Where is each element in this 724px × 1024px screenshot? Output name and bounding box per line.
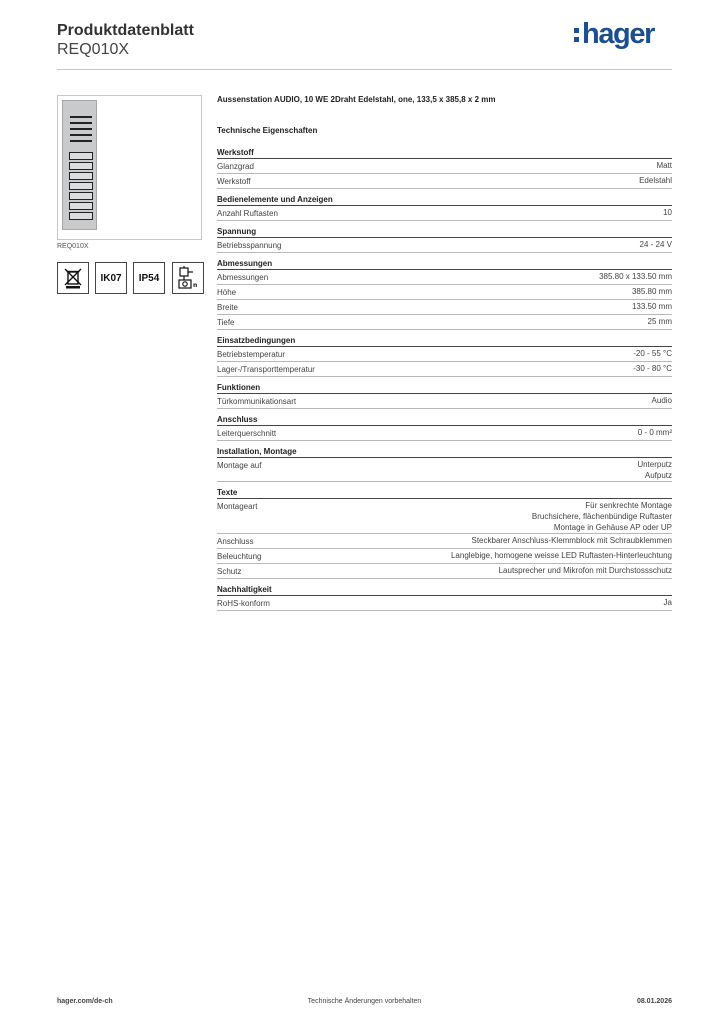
spec-value-line: Für senkrechte Montage — [585, 501, 672, 510]
spec-row — [217, 564, 672, 579]
product-image — [57, 95, 202, 240]
spec-value-line: Steckbarer Anschluss-Klemmblock mit Schraubklemmen — [471, 536, 672, 545]
section-title: Nachhaltigkeit — [217, 584, 672, 596]
ik07-badge: IK07 — [95, 262, 127, 294]
spec-row — [217, 206, 672, 221]
spec-value-line: Langlebige, homogene weisse LED Ruftasten-Hinterleuchtung — [450, 551, 672, 560]
spec-label: Leiterquerschnitt — [217, 429, 277, 438]
spec-label: Tiefe — [217, 318, 235, 327]
spec-row — [217, 426, 672, 441]
footer-notice: Technische Änderungen vorbehalten — [307, 998, 422, 1005]
spec-value — [638, 427, 672, 440]
spec-value — [637, 459, 672, 481]
spec-value-line: Montage in Gehäuse AP oder UP — [553, 523, 672, 532]
spec-label: Schutz — [217, 567, 242, 576]
spec-row — [217, 362, 672, 377]
spec-sections — [217, 147, 672, 611]
spec-value-line: 24 - 24 V — [639, 240, 672, 249]
spec-value-line: -20 - 55 °C — [633, 349, 672, 358]
section-title: Funktionen — [217, 382, 672, 394]
spec-row — [217, 159, 672, 174]
spec-value — [652, 395, 672, 408]
spec-value — [599, 271, 672, 284]
svg-text:n: n — [193, 282, 198, 289]
spec-section — [217, 487, 672, 579]
spec-value-line: Lautsprecher und Mikrofon mit Durchstossschutz — [498, 566, 672, 575]
spec-row — [217, 458, 672, 482]
spec-value-line: Matt — [656, 161, 672, 170]
section-title: Installation, Montage — [217, 446, 672, 458]
spec-value-line: Bruchsichere, flächenbündige Ruftaster — [531, 512, 672, 521]
spec-value — [451, 550, 672, 563]
footer-date: 08.01.2026 — [636, 998, 672, 1005]
section-title: Anschluss — [217, 414, 672, 426]
spec-label: Lager-/Transporttemperatur — [217, 365, 315, 374]
section-title: Werkstoff — [217, 147, 672, 159]
spec-value — [532, 500, 672, 533]
spec-value — [640, 239, 672, 252]
spec-row — [217, 549, 672, 564]
product-code: REQ010X — [57, 41, 130, 58]
spec-label: Glanzgrad — [217, 162, 254, 171]
spec-row — [217, 534, 672, 549]
ip54-badge: IP54 — [133, 262, 165, 294]
spec-label: Werkstoff — [217, 177, 251, 186]
spec-value — [633, 363, 672, 376]
spec-label: Abmessungen — [217, 273, 269, 282]
spec-value — [648, 316, 672, 329]
spec-value-line: Unterputz — [637, 460, 672, 469]
spec-value — [639, 175, 672, 188]
spec-label: Breite — [217, 303, 238, 312]
spec-section — [217, 335, 672, 377]
spec-value-line: Aufputz — [644, 471, 672, 480]
section-title: Bedienelemente und Anzeigen — [217, 194, 672, 206]
page-header — [57, 20, 672, 70]
spec-value-line: -30 - 80 °C — [633, 364, 672, 373]
spec-value-line: Audio — [651, 396, 672, 405]
spec-row — [217, 315, 672, 330]
spec-label: Türkommunikationsart — [217, 397, 297, 406]
spec-value-line: Edelstahl — [639, 176, 672, 185]
section-title: Abmessungen — [217, 258, 672, 270]
spec-label: RoHS-konform — [217, 599, 270, 608]
spec-row — [217, 174, 672, 189]
spec-label: Beleuchtung — [217, 552, 262, 561]
spec-value — [663, 207, 672, 220]
door-station-panel-image — [62, 100, 97, 230]
spec-label: Montage auf — [217, 461, 262, 470]
spec-label: Montageart — [217, 502, 258, 511]
document-title: Produktdatenblatt — [57, 22, 194, 39]
spec-section — [217, 584, 672, 611]
spec-value — [633, 348, 672, 361]
spec-row — [217, 270, 672, 285]
spec-value — [664, 597, 672, 610]
footer-website: hager.com/de-ch — [57, 998, 113, 1005]
image-caption: REQ010X — [57, 243, 89, 250]
section-title: Spannung — [217, 226, 672, 238]
spec-row — [217, 499, 672, 534]
spec-label: Anschluss — [217, 537, 254, 546]
spec-value-line: Ja — [663, 598, 672, 607]
section-title: Einsatzbedingungen — [217, 335, 672, 347]
technical-properties-heading: Technische Eigenschaften — [217, 126, 318, 135]
spec-row — [217, 285, 672, 300]
spec-value — [632, 286, 672, 299]
section-title: Texte — [217, 487, 672, 499]
wiring-symbol-icon — [172, 262, 204, 294]
logo-text: hager — [582, 18, 654, 50]
spec-section — [217, 147, 672, 189]
spec-section — [217, 414, 672, 441]
spec-label: Höhe — [217, 288, 237, 297]
spec-value — [499, 565, 672, 578]
spec-label: Betriebstemperatur — [217, 350, 286, 359]
spec-row — [217, 300, 672, 315]
spec-row — [217, 394, 672, 409]
spec-value — [656, 160, 672, 173]
spec-value-line: 385.80 x 133.50 mm — [599, 272, 672, 281]
weee-bin-icon — [57, 262, 89, 294]
spec-row — [217, 347, 672, 362]
product-description: Aussenstation AUDIO, 10 WE 2Draht Edelstahl, one, 133,5 x 385,8 x 2 mm — [217, 95, 496, 104]
spec-label: Betriebsspannung — [217, 241, 282, 250]
specifications — [217, 95, 672, 616]
spec-section — [217, 382, 672, 409]
spec-section — [217, 226, 672, 253]
spec-value-line: 385.80 mm — [631, 287, 672, 296]
spec-value — [471, 535, 672, 548]
spec-label: Anzahl Ruftasten — [217, 209, 278, 218]
spec-section — [217, 446, 672, 482]
spec-value — [632, 301, 672, 314]
spec-value-line: 25 mm — [647, 317, 672, 326]
spec-section — [217, 258, 672, 330]
spec-value-line: 133.50 mm — [631, 302, 672, 311]
spec-section — [217, 194, 672, 221]
spec-value-line: 10 — [663, 208, 672, 217]
hager-logo — [574, 18, 654, 51]
spec-row — [217, 238, 672, 253]
spec-row — [217, 596, 672, 611]
logo-dots-icon — [574, 24, 580, 44]
spec-value-line: 0 - 0 mm² — [637, 428, 672, 437]
